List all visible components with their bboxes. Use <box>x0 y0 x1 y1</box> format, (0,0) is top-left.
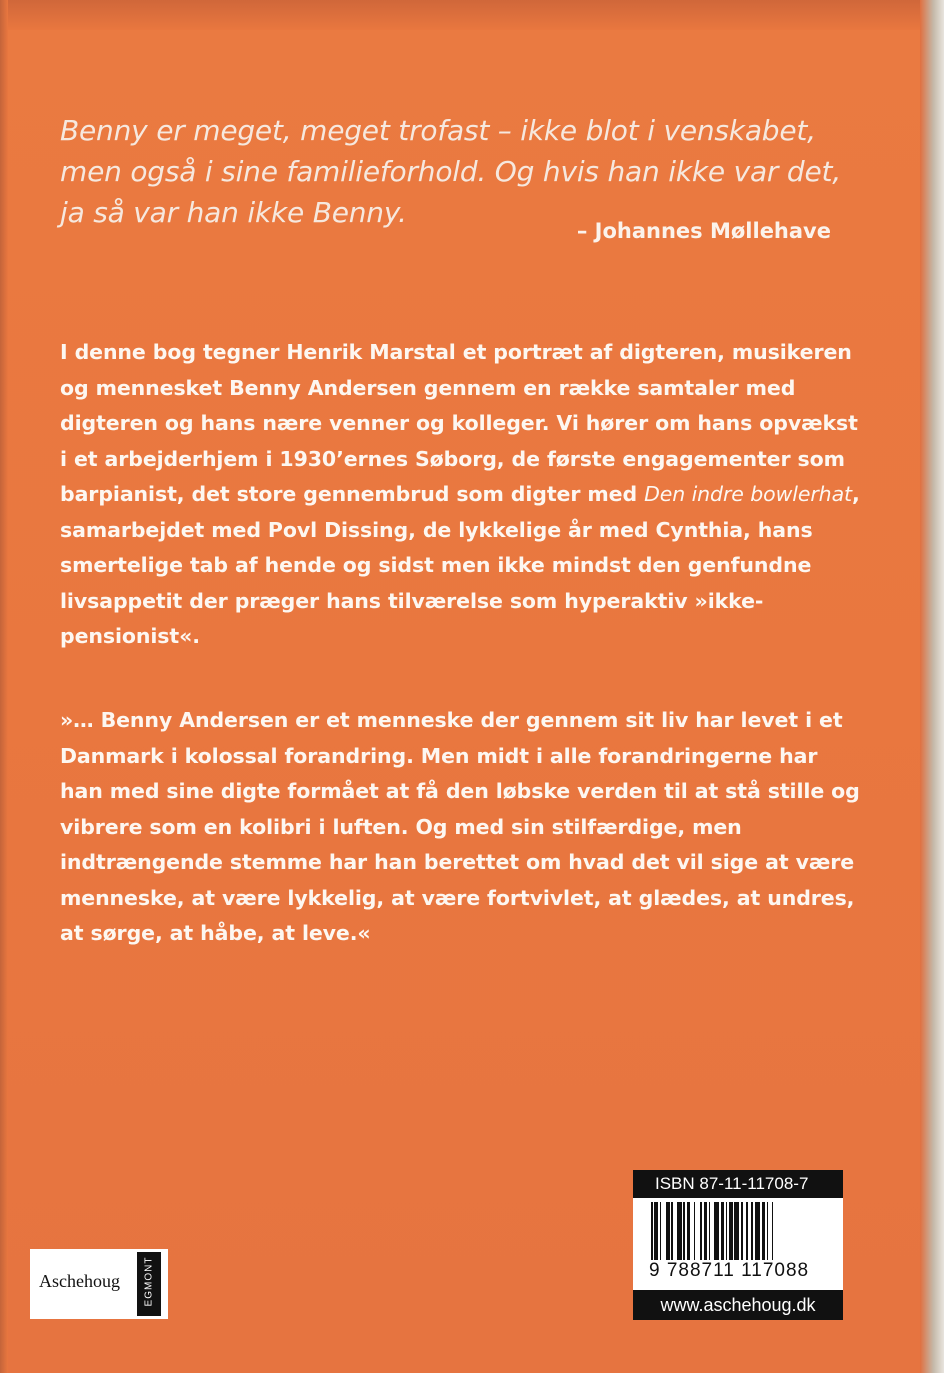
barcode-bar <box>694 1202 696 1260</box>
barcode-bar <box>660 1202 662 1260</box>
imprint-name: EGMONT <box>143 1256 155 1307</box>
barcode-bar <box>729 1202 732 1260</box>
barcode-bar <box>726 1202 728 1260</box>
cover-spine-edge <box>920 0 944 1373</box>
imprint-logo <box>137 1252 161 1316</box>
publisher-logo <box>30 1249 168 1319</box>
barcode-bar <box>677 1202 682 1260</box>
book-title-reference: Den indre bowlerhat <box>644 482 852 506</box>
blurb-quote-text: Benny er meget, meget trofast – ikke blot i venskabet, men også i sine familieforhold. Og hvis han ikke var det, ja så var han ikke Benny. <box>60 114 842 229</box>
excerpt-paragraph: »… Benny Andersen er et menneske der gennem sit liv har levet i et Danmark i kolossal forandring. Men midt i alle forandringerne har han med sine digte formået at få den løbske verden til at stå stille og vibrere som en kolibri i luften. Og med sin stilfærdige, men indtrængende stemme har han berettet om hvad det vil sige at være menneske, at være lykkelig, at være fortvivlet, at glædes, at undres, at sørge, at håbe, at leve.« <box>60 708 860 945</box>
barcode-bar <box>751 1202 753 1260</box>
quote-attribution: – Johannes Møllehave <box>576 219 831 243</box>
publisher-url: www.aschehoug.dk <box>633 1290 843 1320</box>
isbn-barcode-block <box>633 1170 843 1320</box>
cover-top-edge <box>0 0 944 30</box>
description-text-part1: I denne bog tegner Henrik Marstal et portræt af digteren, musikeren og mennesket Benny Andersen gennem en række samtaler med digteren og hans nære venner og kolleger. Vi hører om hans opvækst i et arbejderhjem i 1930’ernes Søborg, de første engagementer som barpianist, det store gennembrud som digter med <box>60 340 858 506</box>
barcode-bar <box>746 1202 748 1260</box>
barcode-bar <box>700 1202 702 1260</box>
barcode-bar <box>741 1202 743 1260</box>
barcode-bar <box>714 1202 719 1260</box>
barcode-bar <box>755 1202 760 1260</box>
barcode-bar <box>671 1202 673 1260</box>
barcode-bar <box>651 1202 653 1260</box>
barcode-bar <box>772 1202 774 1260</box>
barcode-bar <box>704 1202 707 1260</box>
barcode-bar <box>654 1202 657 1260</box>
barcode-bar <box>734 1202 739 1260</box>
description-text-part2: , samarbejdet med Povl Dissing, de lykkelige år med Cynthia, hans smertelige tab af hende og sidst men ikke mindst den genfundne livsappetit der præger hans tilværelse som hyperaktiv »ikke-pensionist«. <box>60 482 860 648</box>
barcode-bar <box>666 1202 669 1260</box>
barcode-bar <box>762 1202 765 1260</box>
description-paragraph <box>60 335 860 655</box>
blurb-quote <box>60 110 850 233</box>
barcode-bar <box>687 1202 690 1260</box>
barcode-bar <box>709 1202 711 1260</box>
barcode-bars <box>651 1202 831 1260</box>
publisher-name: Aschehoug <box>39 1271 120 1291</box>
barcode-bar <box>683 1202 685 1260</box>
cover-left-edge <box>0 0 8 1373</box>
barcode-bar <box>721 1202 724 1260</box>
ean-number: 9 788711 117088 <box>649 1260 810 1281</box>
barcode-bar <box>767 1202 769 1260</box>
isbn-label: ISBN 87-11-11708-7 <box>633 1170 843 1198</box>
